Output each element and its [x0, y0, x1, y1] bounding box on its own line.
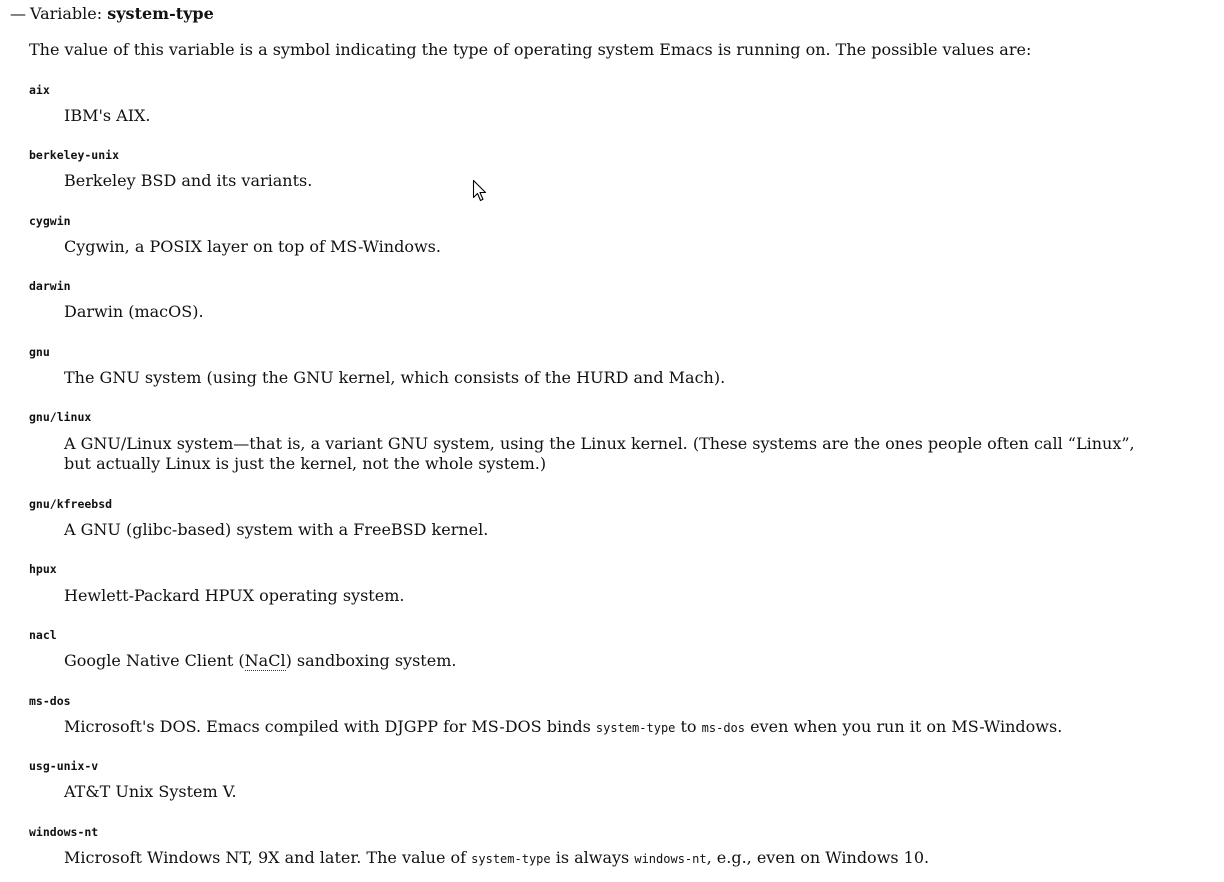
- value-term-nacl: nacl: [29, 628, 57, 642]
- value-term-gnu: gnu: [29, 345, 50, 359]
- windows-nt-desc-after: , e.g., even on Windows 10.: [706, 848, 930, 867]
- nacl-abbreviation: NaCl: [244, 651, 286, 670]
- value-desc-gnu-linux: [64, 434, 1164, 474]
- value-desc-usg-unix-v: AT&T Unix System V.: [64, 782, 237, 801]
- value-term-berkeley-unix: berkeley-unix: [29, 148, 120, 162]
- windows-nt-desc-mid: is always: [550, 848, 635, 867]
- value-desc-gnu-kfreebsd: A GNU (glibc-based) system with a FreeBSD kernel.: [64, 520, 489, 539]
- mouse-pointer-icon: [472, 179, 488, 203]
- value-desc-ms-dos: [64, 717, 1164, 738]
- value-term-darwin: darwin: [29, 279, 71, 293]
- value-desc-nacl: [64, 651, 1164, 671]
- value-term-cygwin: cygwin: [29, 214, 71, 228]
- value-desc-berkeley-unix: Berkeley BSD and its variants.: [64, 171, 313, 190]
- value-desc-aix: IBM's AIX.: [64, 106, 151, 125]
- value-desc-cygwin: Cygwin, a POSIX layer on top of MS-Windows.: [64, 237, 441, 256]
- value-term-gnu-kfreebsd: gnu/kfreebsd: [29, 497, 113, 511]
- value-desc-gnu-linux-line2: but actually Linux is just the kernel, not the whole system.): [64, 454, 547, 473]
- windows-nt-code-system-type: system-type: [471, 852, 551, 866]
- value-term-usg-unix-v: usg-unix-v: [29, 759, 99, 773]
- value-desc-gnu: The GNU system (using the GNU kernel, which consists of the HURD and Mach).: [64, 368, 726, 387]
- ms-dos-desc-before: Microsoft's DOS. Emacs compiled with DJGPP for MS-DOS binds: [64, 717, 596, 736]
- value-desc-darwin: Darwin (macOS).: [64, 302, 204, 321]
- header-dash: —: [10, 4, 26, 23]
- ms-dos-code-ms-dos: ms-dos: [701, 721, 745, 735]
- value-term-gnu-linux: gnu/linux: [29, 410, 92, 424]
- variable-name: system-type: [107, 4, 214, 23]
- value-desc-hpux: Hewlett-Packard HPUX operating system.: [64, 586, 405, 605]
- windows-nt-code-windows-nt: windows-nt: [634, 852, 707, 866]
- intro-paragraph: The value of this variable is a symbol indicating the type of operating system Emacs is running on. The possible values are:: [29, 40, 1032, 59]
- nacl-desc-after: ) sandboxing system.: [285, 651, 457, 670]
- nacl-desc-before: Google Native Client (: [64, 651, 245, 670]
- value-desc-gnu-linux-line1: A GNU/Linux system—that is, a variant GNU system, using the Linux kernel. (These systems are the ones people often call “Linux”,: [64, 434, 1135, 453]
- windows-nt-desc-before: Microsoft Windows NT, 9X and later. The value of: [64, 848, 472, 867]
- variable-definition-header: [10, 4, 214, 24]
- value-term-hpux: hpux: [29, 562, 57, 576]
- header-category: Variable:: [30, 4, 103, 23]
- value-term-ms-dos: ms-dos: [29, 694, 71, 708]
- ms-dos-desc-after: even when you run it on MS-Windows.: [745, 717, 1063, 736]
- ms-dos-desc-mid: to: [675, 717, 702, 736]
- value-desc-windows-nt: [64, 848, 1164, 869]
- value-term-windows-nt: windows-nt: [29, 825, 99, 839]
- value-term-aix: aix: [29, 83, 50, 97]
- ms-dos-code-system-type: system-type: [595, 721, 676, 735]
